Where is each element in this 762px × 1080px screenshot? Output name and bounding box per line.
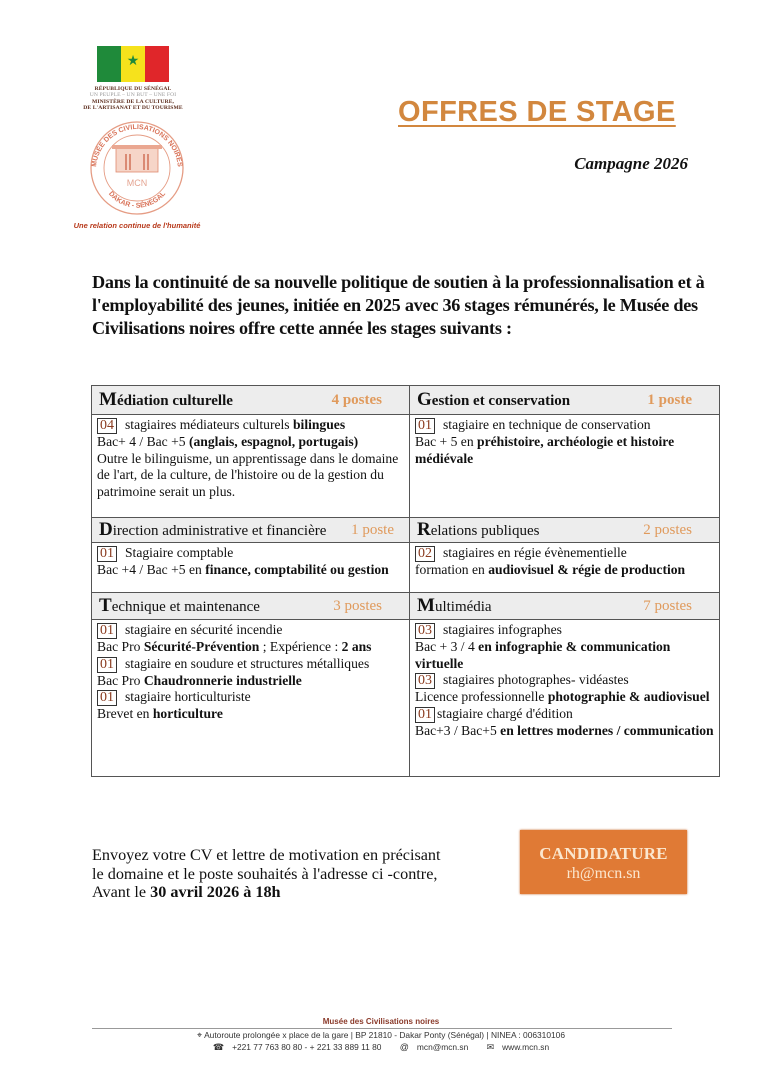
requirement-line: Bac + 5 en préhistoire, archéologie et histoire médiévale xyxy=(415,434,675,466)
requirement-line: Bac Pro Chaudronnerie industrielle xyxy=(97,672,302,688)
museum-tagline: Une relation continue de l'humanité xyxy=(73,221,201,230)
requirement-line: Bac +4 / Bac +5 en finance, comptabilité ou gestion xyxy=(97,562,389,577)
footer-contact-line xyxy=(0,1042,762,1053)
offer-line: 01 Stagiaire comptable xyxy=(97,545,404,562)
requirement-line: Bac+ 4 / Bac +5 (anglais, espagnol, portugais) xyxy=(97,434,359,449)
offer-line: 01 stagiaire horticulturiste xyxy=(97,689,404,706)
at-icon: @ xyxy=(399,1042,409,1052)
svg-text:DAKAR - SÉNÉGAL: DAKAR - SÉNÉGAL xyxy=(106,190,168,210)
domain-header-multimedia xyxy=(410,593,719,620)
government-header xyxy=(70,86,196,112)
offer-line: 01 stagiaire chargé d'édition xyxy=(415,706,714,723)
star-icon: ★ xyxy=(126,54,140,69)
domain-body-technical xyxy=(92,620,410,776)
requirement-line: Bac Pro Sécurité-Prévention ; Expérience : 2 ans xyxy=(97,639,372,654)
domain-body-public-relations xyxy=(410,543,719,593)
domain-body-multimedia xyxy=(410,620,719,776)
footer-address-line: ⌖ Autoroute prolongée x place de la gare | BP 21810 - Dakar Ponty (Sénégal) | NINEA : 006310106 xyxy=(197,1030,565,1040)
requirement-line: Bac+3 / Bac+5 en lettres modernes / communication xyxy=(415,722,714,738)
candidature-title: CANDIDATURE xyxy=(539,844,668,863)
offer-line: 01 stagiaire en sécurité incendie xyxy=(97,622,404,639)
offer-line: 03 stagiaires infographes xyxy=(415,622,714,639)
post-count: 1 poste xyxy=(647,391,692,408)
internship-offers-table xyxy=(91,385,720,777)
footer-email[interactable]: @ mcn@mcn.sn xyxy=(399,1042,469,1052)
post-number-badge: 01 xyxy=(97,623,117,639)
post-number-badge: 01 xyxy=(97,657,117,673)
application-instructions xyxy=(92,846,512,902)
domain-title: Médiation culturelle xyxy=(99,389,233,410)
domain-header-conservation xyxy=(410,386,719,415)
domain-title: Direction administrative et financière xyxy=(99,519,327,540)
intro-paragraph: Dans la continuité de sa nouvelle politique de soutien à la professionnalisation et à l'employabilité des jeunes, initiée en 2025 avec 36 stages rémunérés, le Musée des Civilisations noires offre cette année les stages suivants : xyxy=(92,272,705,338)
envelope-icon: ✉ xyxy=(486,1042,495,1052)
motto-label: UN PEUPLE – UN BUT – UNE FOI xyxy=(89,92,177,99)
flag-green-band xyxy=(97,46,121,82)
flag-yellow-band xyxy=(121,46,145,82)
post-number-badge: 04 xyxy=(97,418,117,434)
offer-line: 01 stagiaire en soudure et structures métalliques xyxy=(97,656,404,673)
deadline: 30 avril 2026 à 18h xyxy=(150,883,281,901)
instruction-line-2: le domaine et le poste souhaités à l'adresse ci -contre, xyxy=(92,864,438,883)
offer-line: 02 stagiaires en régie évènementielle xyxy=(415,545,714,562)
domain-header-mediation xyxy=(92,386,410,415)
domain-header-public-relations xyxy=(410,518,719,543)
domain-header-technical xyxy=(92,593,410,620)
ministry-label-2: DE L'ARTISANAT ET DU TOURISME xyxy=(83,105,183,112)
offer-line: 01 stagiaire en technique de conservation xyxy=(415,417,714,434)
page-title: OFFRES DE STAGE xyxy=(398,96,676,128)
domain-body-mediation xyxy=(92,415,410,518)
domain-title: Technique et maintenance xyxy=(99,595,260,616)
footer-phones: ☎ +221 77 763 80 80 - + 221 33 889 11 80 xyxy=(212,1042,382,1052)
post-count: 7 postes xyxy=(643,597,692,614)
post-number-badge: 01 xyxy=(415,707,435,723)
footer-divider xyxy=(92,1028,672,1029)
domain-body-administration xyxy=(92,543,410,593)
svg-text:MUSÉE DES CIVILISATIONS NOIRES: MUSÉE DES CIVILISATIONS NOIRES xyxy=(91,123,183,168)
post-count: 1 poste xyxy=(351,521,394,538)
post-number-badge: 01 xyxy=(97,546,117,562)
ministry-label-1: MINISTÈRE DE LA CULTURE, xyxy=(91,98,175,105)
footer-museum-name: Musée des Civilisations noires xyxy=(322,1017,440,1026)
post-number-badge: 03 xyxy=(415,623,435,639)
location-pin-icon: ⌖ xyxy=(197,1030,203,1040)
campaign-label: Campagne 2026 xyxy=(574,154,688,173)
instruction-line-1: Envoyez votre CV et lettre de motivation en précisant xyxy=(92,846,441,864)
post-number-badge: 01 xyxy=(97,690,117,706)
candidature-box xyxy=(520,830,687,894)
republic-label: RÉPUBLIQUE DU SÉNÉGAL xyxy=(94,86,172,92)
candidature-email-link[interactable]: rh@mcn.sn xyxy=(566,865,641,882)
footer-website[interactable]: ✉ www.mcn.sn xyxy=(486,1042,550,1052)
post-count: 4 postes xyxy=(331,391,382,408)
offer-line: 04 stagiaires médiateurs culturels bilingues xyxy=(97,417,404,434)
domain-title: Gestion et conservation xyxy=(417,389,571,410)
offer-line: 03 stagiaires photographes- vidéastes xyxy=(415,672,714,689)
domain-title: Relations publiques xyxy=(417,519,540,540)
post-number-badge: 01 xyxy=(415,418,435,434)
requirement-line: Licence professionnelle photographie & audiovisuel xyxy=(415,689,710,705)
senegal-flag xyxy=(97,46,169,82)
phone-icon: ☎ xyxy=(212,1042,225,1052)
note-line: Outre le bilinguisme, un apprentissage dans le domaine de l'art, de la culture, de l'histoire ou de la gestion du patrimoine serait un plus. xyxy=(97,450,399,499)
post-number-badge: 03 xyxy=(415,673,435,689)
post-number-badge: 02 xyxy=(415,546,435,562)
domain-title: Multimédia xyxy=(417,595,492,616)
svg-text:MCN: MCN xyxy=(126,178,148,188)
domain-header-administration xyxy=(92,518,410,543)
requirement-line: Brevet en horticulture xyxy=(97,706,223,722)
post-count: 3 postes xyxy=(333,597,382,614)
post-count: 2 postes xyxy=(643,521,692,538)
requirement-line: Bac + 3 / 4 en infographie & communication virtuelle xyxy=(415,639,671,671)
flag-red-band xyxy=(145,46,169,82)
domain-body-conservation xyxy=(410,415,719,518)
requirement-line: formation en audiovisuel & régie de production xyxy=(415,562,686,577)
deadline-line: Avant le 30 avril 2026 à 18h xyxy=(92,883,281,901)
museum-seal-logo xyxy=(82,120,192,216)
